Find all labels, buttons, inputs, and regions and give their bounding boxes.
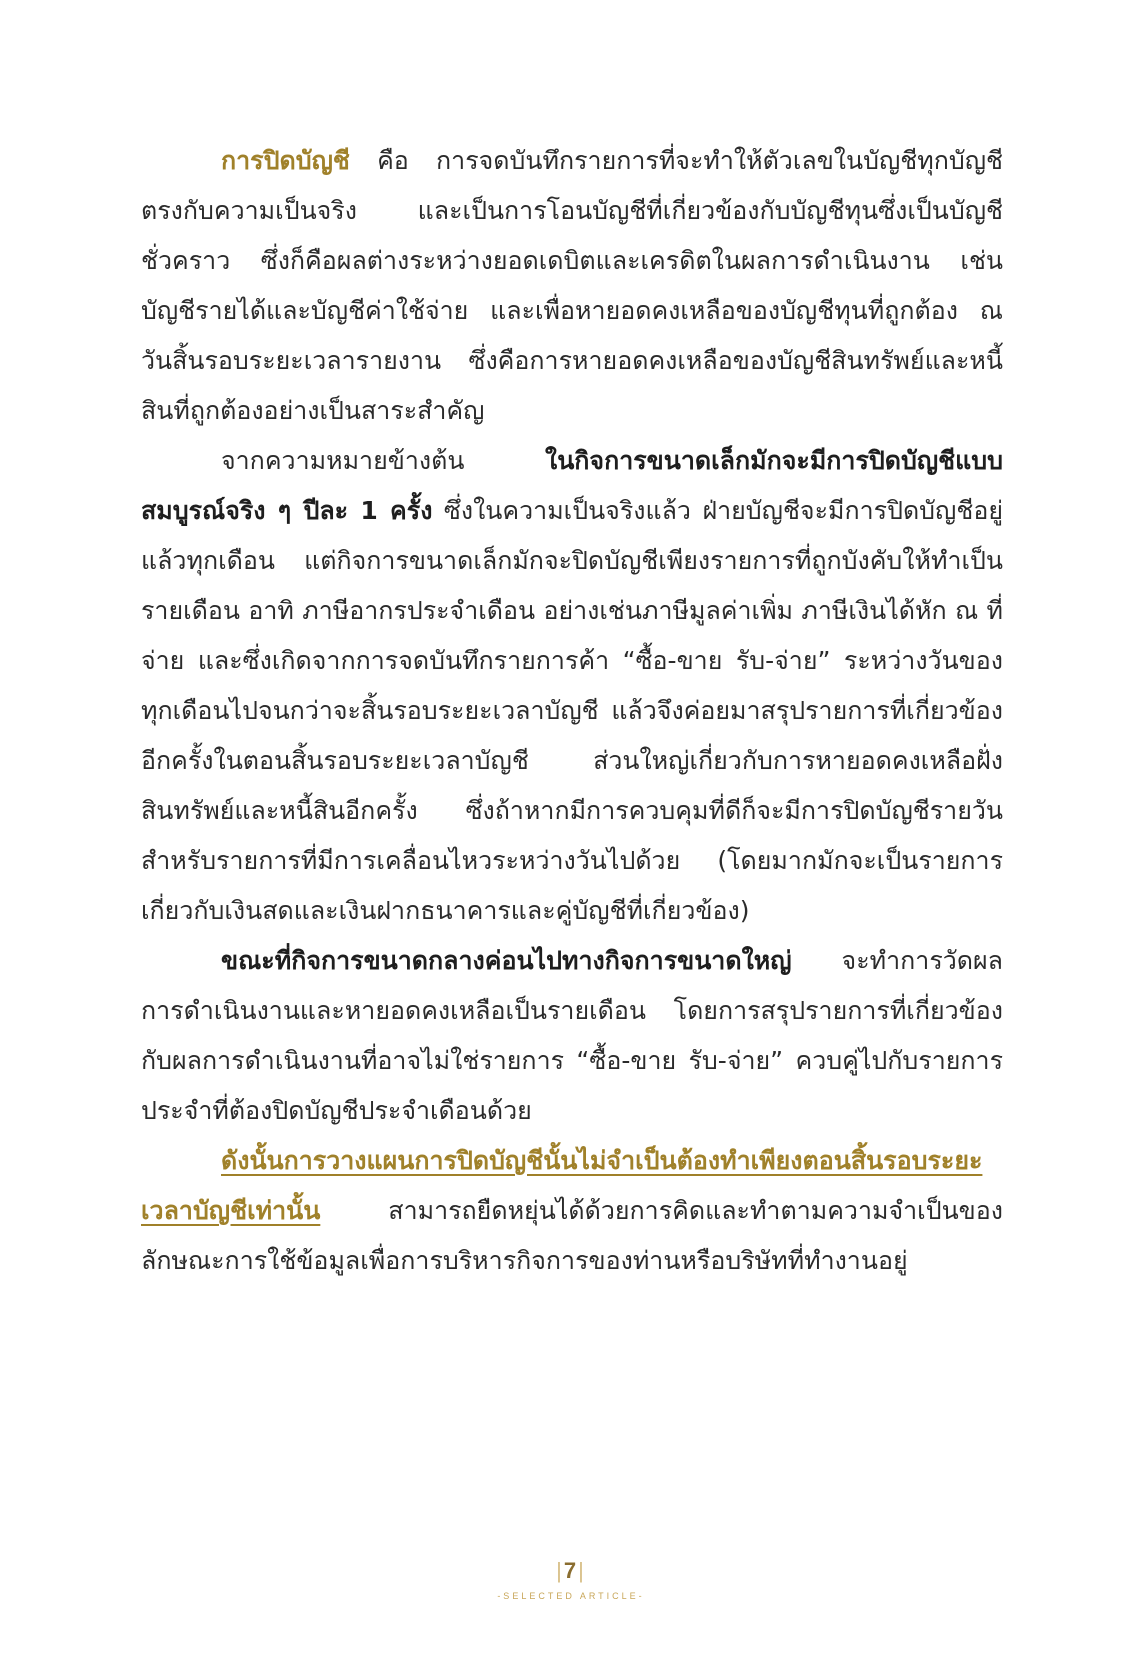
paragraph-text: สามารถยืดหยุ่นได้ด้วยการคิดและทำตามความจำเป็นของลักษณะการใช้ข้อมูลเพื่อการบริหารกิจการของท่านหรือบริษัทที่ทำงานอยู่ bbox=[141, 1196, 1003, 1275]
term-heading: การปิดบัญชี bbox=[221, 146, 350, 175]
paragraph-text: คือ การจดบันทึกรายการที่จะทำให้ตัวเลขในบัญชีทุกบัญชีตรงกับความเป็นจริง และเป็นการโอนบัญชีที่เกี่ยวข้องกับบัญชีทุนซึ่งเป็นบัญชีชั่วคราว ซึ่งก็คือผลต่างระหว่างยอดเดบิตและเครดิตในผลการดำเนินงาน เช่น บัญชีรายได้และบัญชีค่าใช้จ่าย และเพื่อหายอดคงเหลือของบัญชีทุนที่ถูกต้อง ณ วันสิ้นรอบระยะเวลารายงาน ซึ่งคือการหายอดคงเหลือของบัญชีสินทรัพย์และหนี้สินที่ถูกต้องอย่างเป็นสาระสำคัญ bbox=[141, 146, 1003, 425]
article-body bbox=[141, 136, 1003, 1286]
page-number-bar-right: | bbox=[578, 1558, 586, 1583]
page-number-bar-left: | bbox=[556, 1558, 564, 1583]
page-number-value: 7 bbox=[563, 1558, 579, 1583]
paragraph-definition bbox=[141, 136, 1003, 436]
emphasis-text: ในกิจการขนาดเล็กมักจะมีการปิดบัญชีแบบสมบูรณ์จริง ๆ ปีละ 1 ครั้ง bbox=[141, 446, 1003, 525]
paragraph-intro: จากความหมายข้างต้น bbox=[221, 446, 545, 475]
paragraph-text: ซึ่งในความเป็นจริงแล้ว ฝ่ายบัญชีจะมีการปิดบัญชีอยู่แล้วทุกเดือน แต่กิจการขนาดเล็กมักจะปิดบัญชีเพียงรายการที่ถูกบังคับให้ทำเป็นรายเดือน อาทิ ภาษีอากรประจำเดือน อย่างเช่นภาษีมูลค่าเพิ่ม ภาษีเงินได้หัก ณ ที่จ่าย และซึ่งเกิดจากการจดบันทึกรายการค้า “ซื้อ-ขาย รับ-จ่าย” ระหว่างวันของทุกเดือนไปจนกว่าจะสิ้นรอบระยะเวลาบัญชี แล้วจึงค่อยมาสรุปรายการที่เกี่ยวข้องอีกครั้งในตอนสิ้นรอบระยะเวลาบัญชี ส่วนใหญ่เกี่ยวกับการหายอดคงเหลือฝั่งสินทรัพย์และหนี้สินอีกครั้ง ซึ่งถ้าหากมีการควบคุมที่ดีก็จะมีการปิดบัญชีรายวันสำหรับรายการที่มีการเคลื่อนไหวระหว่างวันไปด้วย (โดยมากมักจะเป็นรายการเกี่ยวกับเงินสดและเงินฝากธนาคารและคู่บัญชีที่เกี่ยวข้อง) bbox=[141, 496, 1003, 925]
footer-section-label: -SELECTED ARTICLE- bbox=[497, 1591, 645, 1601]
paragraph-medium-business bbox=[141, 936, 1003, 1136]
page-number bbox=[0, 1558, 1142, 1584]
paragraph-text: จะทำการวัดผลการดำเนินงานและหายอดคงเหลือเป็นรายเดือน โดยการสรุปรายการที่เกี่ยวข้องกับผลการดำเนินงานที่อาจไม่ใช่รายการ “ซื้อ-ขาย รับ-จ่าย” ควบคู่ไปกับรายการประจำที่ต้องปิดบัญชีประจำเดือนด้วย bbox=[141, 946, 1003, 1125]
emphasis-text: ขณะที่กิจการขนาดกลางค่อนไปทางกิจการขนาดใหญ่ bbox=[221, 946, 792, 975]
paragraph-small-business bbox=[141, 436, 1003, 936]
paragraph-conclusion bbox=[141, 1136, 1003, 1286]
conclusion-highlight: ดังนั้นการวางแผนการปิดบัญชีนั้นไม่จำเป็นต้องทำเพียงตอนสิ้นรอบระยะเวลาบัญชีเท่านั้น bbox=[141, 1146, 983, 1225]
